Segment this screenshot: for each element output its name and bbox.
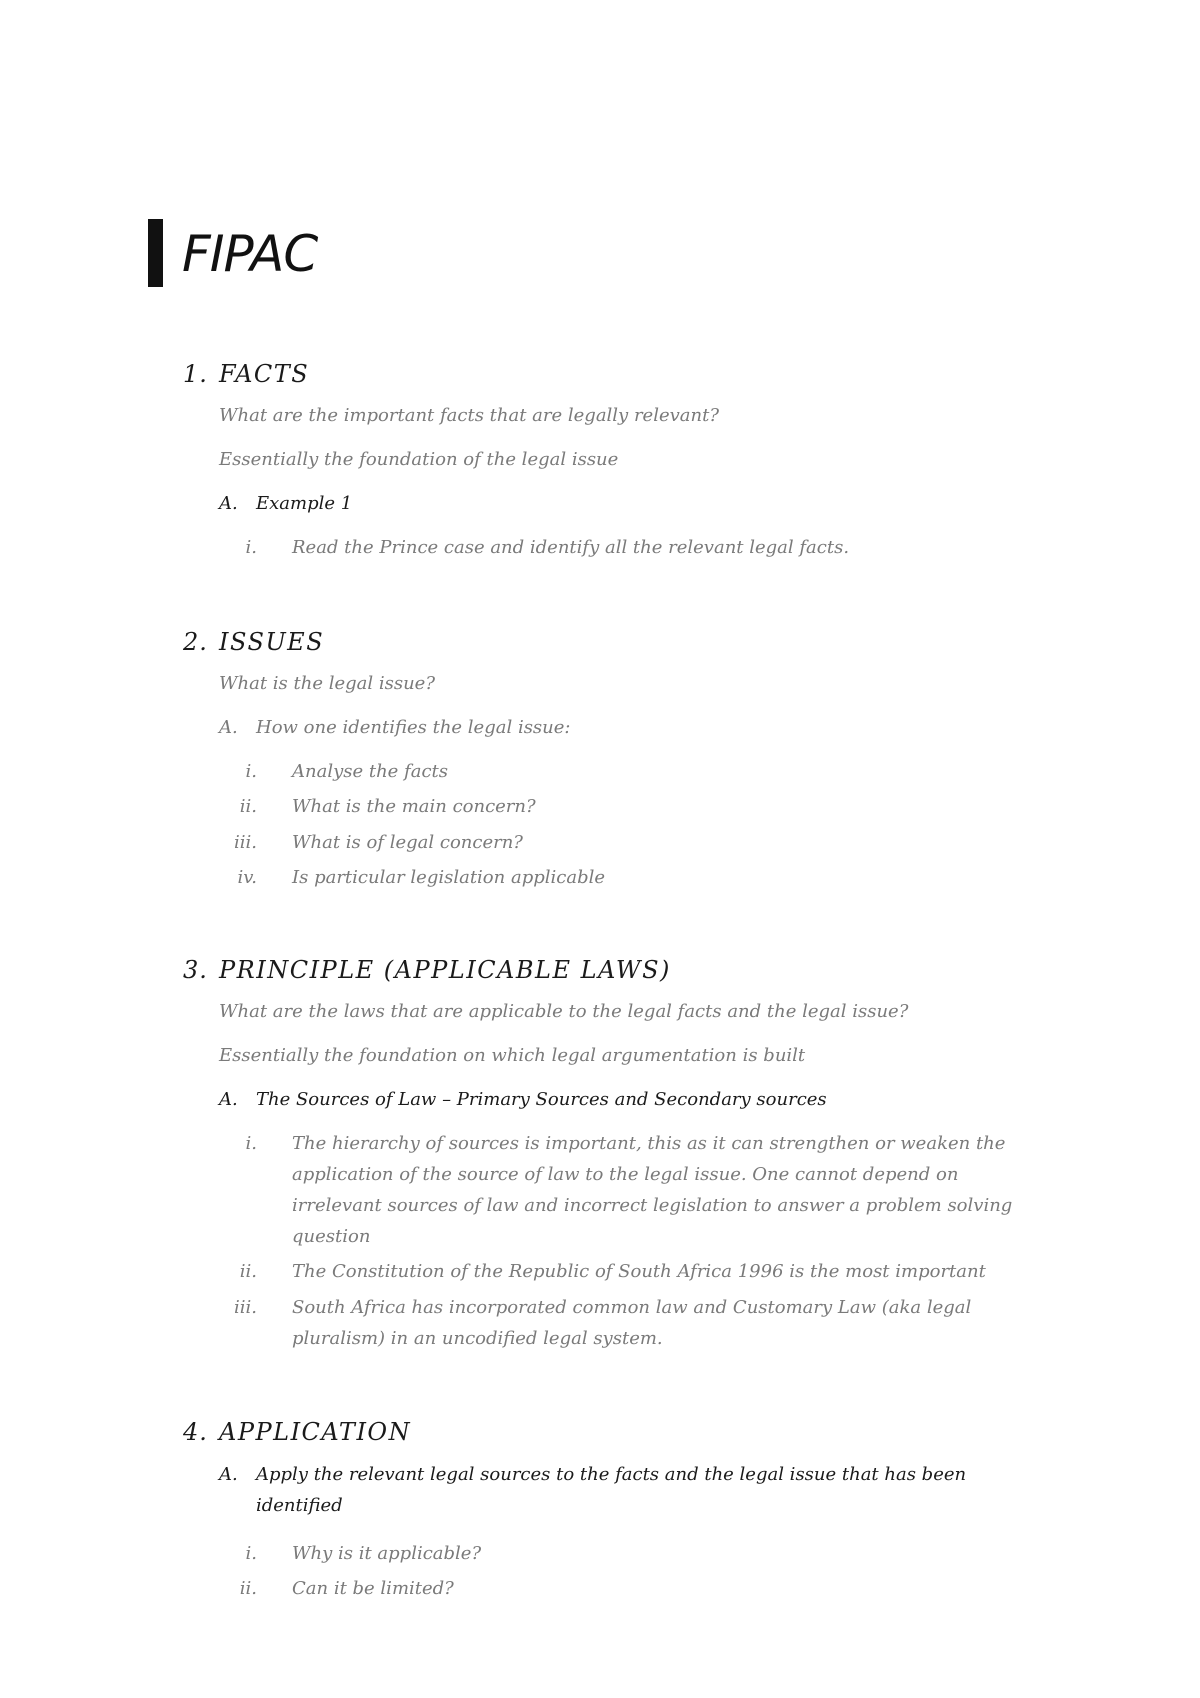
sub-item-marker: A. <box>219 1089 238 1110</box>
paragraph: Essentially the foundation of the legal issue <box>219 449 619 470</box>
list-marker: iii. <box>234 832 257 853</box>
section-heading-application: APPLICATION <box>219 1418 412 1446</box>
list-item: Why is it applicable? <box>292 1543 482 1564</box>
section-heading-principle: PRINCIPLE (APPLICABLE LAWS) <box>219 956 671 984</box>
paragraph: What is the legal issue? <box>219 673 435 694</box>
list-item: Read the Prince case and identify all the relevant legal facts. <box>292 537 850 558</box>
sub-item-text: The Sources of Law – Primary Sources and Secondary sources <box>256 1089 827 1110</box>
list-marker: ii. <box>239 796 257 817</box>
paragraph: Essentially the foundation on which legal argumentation is built <box>219 1045 806 1066</box>
list-marker: i. <box>245 761 257 782</box>
list-item: Is particular legislation applicable <box>292 867 605 888</box>
sub-item-marker: A. <box>219 1464 238 1485</box>
paragraph: What are the important facts that are legally relevant? <box>219 405 719 426</box>
section-heading-facts: FACTS <box>219 360 310 388</box>
list-item: The hierarchy of sources is important, this as it can strengthen or weaken the application of the source of law to the legal issue. One cannot depend on irrelevant sources of law and incorrect legislation to answer a problem solving question <box>292 1133 1013 1247</box>
list-marker: iv. <box>237 867 257 888</box>
list-marker: ii. <box>239 1261 257 1282</box>
list-item: Analyse the facts <box>292 761 449 782</box>
list-marker: iii. <box>234 1297 257 1318</box>
section-number: 4. <box>183 1418 208 1446</box>
sub-item-marker: A. <box>219 717 238 738</box>
paragraph: What are the laws that are applicable to the legal facts and the legal issue? <box>219 1001 909 1022</box>
list-marker: ii. <box>239 1578 257 1599</box>
list-marker: i. <box>245 1543 257 1564</box>
list-item: South Africa has incorporated common law and Customary Law (aka legal pluralism) in an uncodified legal system. <box>292 1297 972 1349</box>
list-item: What is of legal concern? <box>292 832 523 853</box>
title-accent-bar <box>148 219 163 287</box>
list-marker: i. <box>245 1133 257 1154</box>
sub-item-text: Apply the relevant legal sources to the facts and the legal issue that has been identified <box>256 1464 967 1516</box>
section-number: 1. <box>183 360 208 388</box>
document-title: FIPAC <box>182 225 318 283</box>
sub-item-text: How one identifies the legal issue: <box>256 717 571 738</box>
section-heading-issues: ISSUES <box>219 628 325 656</box>
list-item: Can it be limited? <box>292 1578 454 1599</box>
section-number: 3. <box>183 956 208 984</box>
sub-item-marker: A. <box>219 493 238 514</box>
list-marker: i. <box>245 537 257 558</box>
section-number: 2. <box>183 628 208 656</box>
list-item: What is the main concern? <box>292 796 536 817</box>
sub-item-text: Example 1 <box>256 493 353 514</box>
list-item: The Constitution of the Republic of South Africa 1996 is the most important <box>292 1261 986 1282</box>
